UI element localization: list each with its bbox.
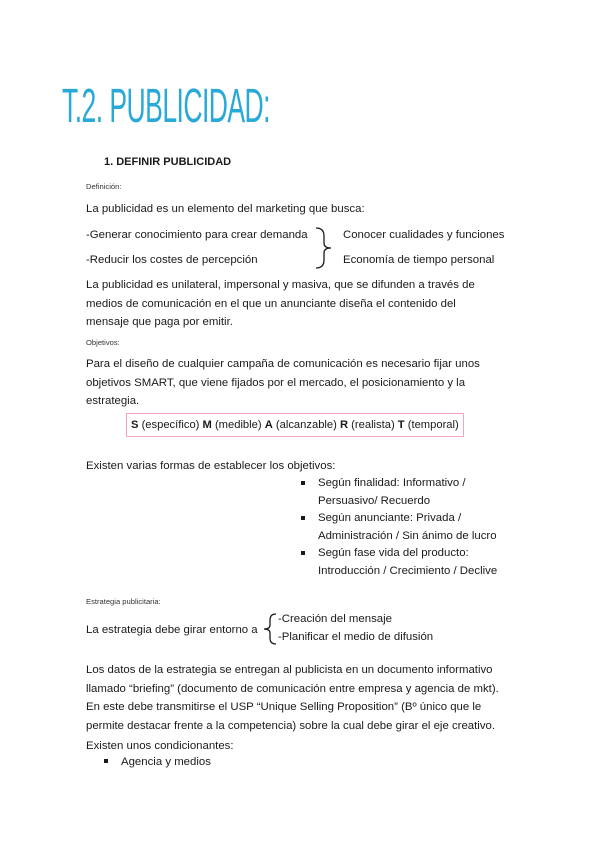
form-item-3-line2: Introducción / Crecimiento / Declive (318, 565, 498, 577)
smart-text: (medible) (211, 419, 265, 431)
form-item-1-line2: Persuasivo/ Recuerdo (318, 495, 431, 507)
form-item-1-line1: Según finalidad: Informativo / (318, 477, 466, 489)
estrategia-item-2: -Planificar el medio de difusión (278, 631, 434, 643)
smart-text: (específico) (138, 419, 203, 431)
definicion-left-item-2: -Reducir los costes de percepción (86, 254, 258, 266)
paragraph-line: estrategia. (86, 395, 140, 407)
page-title (62, 68, 277, 133)
paragraph-line: La publicidad es unilateral, impersonal y masiva, que se difunden a través de (86, 279, 475, 291)
estrategia-item-1: -Creación del mensaje (278, 613, 392, 625)
left-brace-icon (262, 612, 278, 646)
bullet-icon (301, 551, 305, 555)
paragraph-line: En este debe transmitirse el USP “Unique Selling Proposition” (Bº único que le (86, 701, 482, 713)
form-item-2-line2: Administración / Sin ánimo de lucro (318, 530, 497, 542)
smart-letter: R (339, 419, 349, 431)
bullet-icon (104, 759, 108, 763)
smart-text: (alcanzable) (272, 419, 340, 431)
definicion-left-item-1: -Generar conocimiento para crear demanda (86, 229, 308, 241)
estrategia-label: Estrategia publicitaria: (86, 597, 161, 606)
smart-text: (realista) (348, 419, 398, 431)
smart-letter: T (397, 419, 405, 431)
definicion-right-item-2: Economía de tiempo personal (343, 254, 495, 266)
paragraph-line: mensaje que paga por emitir. (86, 316, 233, 328)
conditions-intro: Existen unos condicionantes: (86, 740, 234, 752)
forms-intro: Existen varias formas de establecer los objetivos: (86, 460, 336, 472)
form-item-2-line1: Según anunciante: Privada / (318, 512, 462, 524)
bullet-icon (301, 481, 305, 485)
objetivos-paragraph (86, 355, 480, 411)
definicion-right-item-1: Conocer cualidades y funciones (343, 229, 505, 241)
paragraph-line: permite destacar frente a la competencia) sobre la cual debe girar el eje creativo. (86, 719, 496, 732)
definicion-intro: La publicidad es un elemento del marketing que busca: (86, 203, 365, 215)
definicion-paragraph (86, 276, 475, 332)
smart-letter: A (264, 419, 273, 431)
page-title-text: T.2. PUBLICIDAD: (62, 80, 270, 133)
paragraph-line: objetivos SMART, que viene fijados por el mercado, el posicionamiento y la (86, 376, 466, 389)
paragraph-line: llamado “briefing” (documento de comunicación entre empresa y agencia de mkt). (86, 682, 499, 695)
condition-item-1: Agencia y medios (121, 756, 211, 768)
smart-letter: S (131, 419, 139, 431)
smart-box (126, 413, 464, 437)
form-item-3-line1: Según fase vida del producto: (318, 547, 469, 559)
paragraph-line: Los datos de la estrategia se entregan al publicista en un documento informativo (86, 664, 493, 676)
right-brace-icon (314, 226, 334, 270)
objetivos-label: Objetivos: (86, 338, 120, 347)
paragraph-line: Para el diseño de cualquier campaña de comunicación es necesario fijar unos (86, 358, 480, 370)
paragraph-line: medios de comunicación en el que un anunciante diseña el contenido del (86, 297, 456, 310)
definicion-label: Definición: (86, 182, 122, 191)
section-heading: 1. DEFINIR PUBLICIDAD (104, 156, 232, 168)
bullet-icon (301, 516, 305, 520)
smart-letter: M (202, 419, 212, 431)
estrategia-paragraph (86, 661, 499, 735)
smart-text: (temporal) (404, 419, 459, 431)
estrategia-lead: La estrategia debe girar entorno a (86, 624, 258, 636)
